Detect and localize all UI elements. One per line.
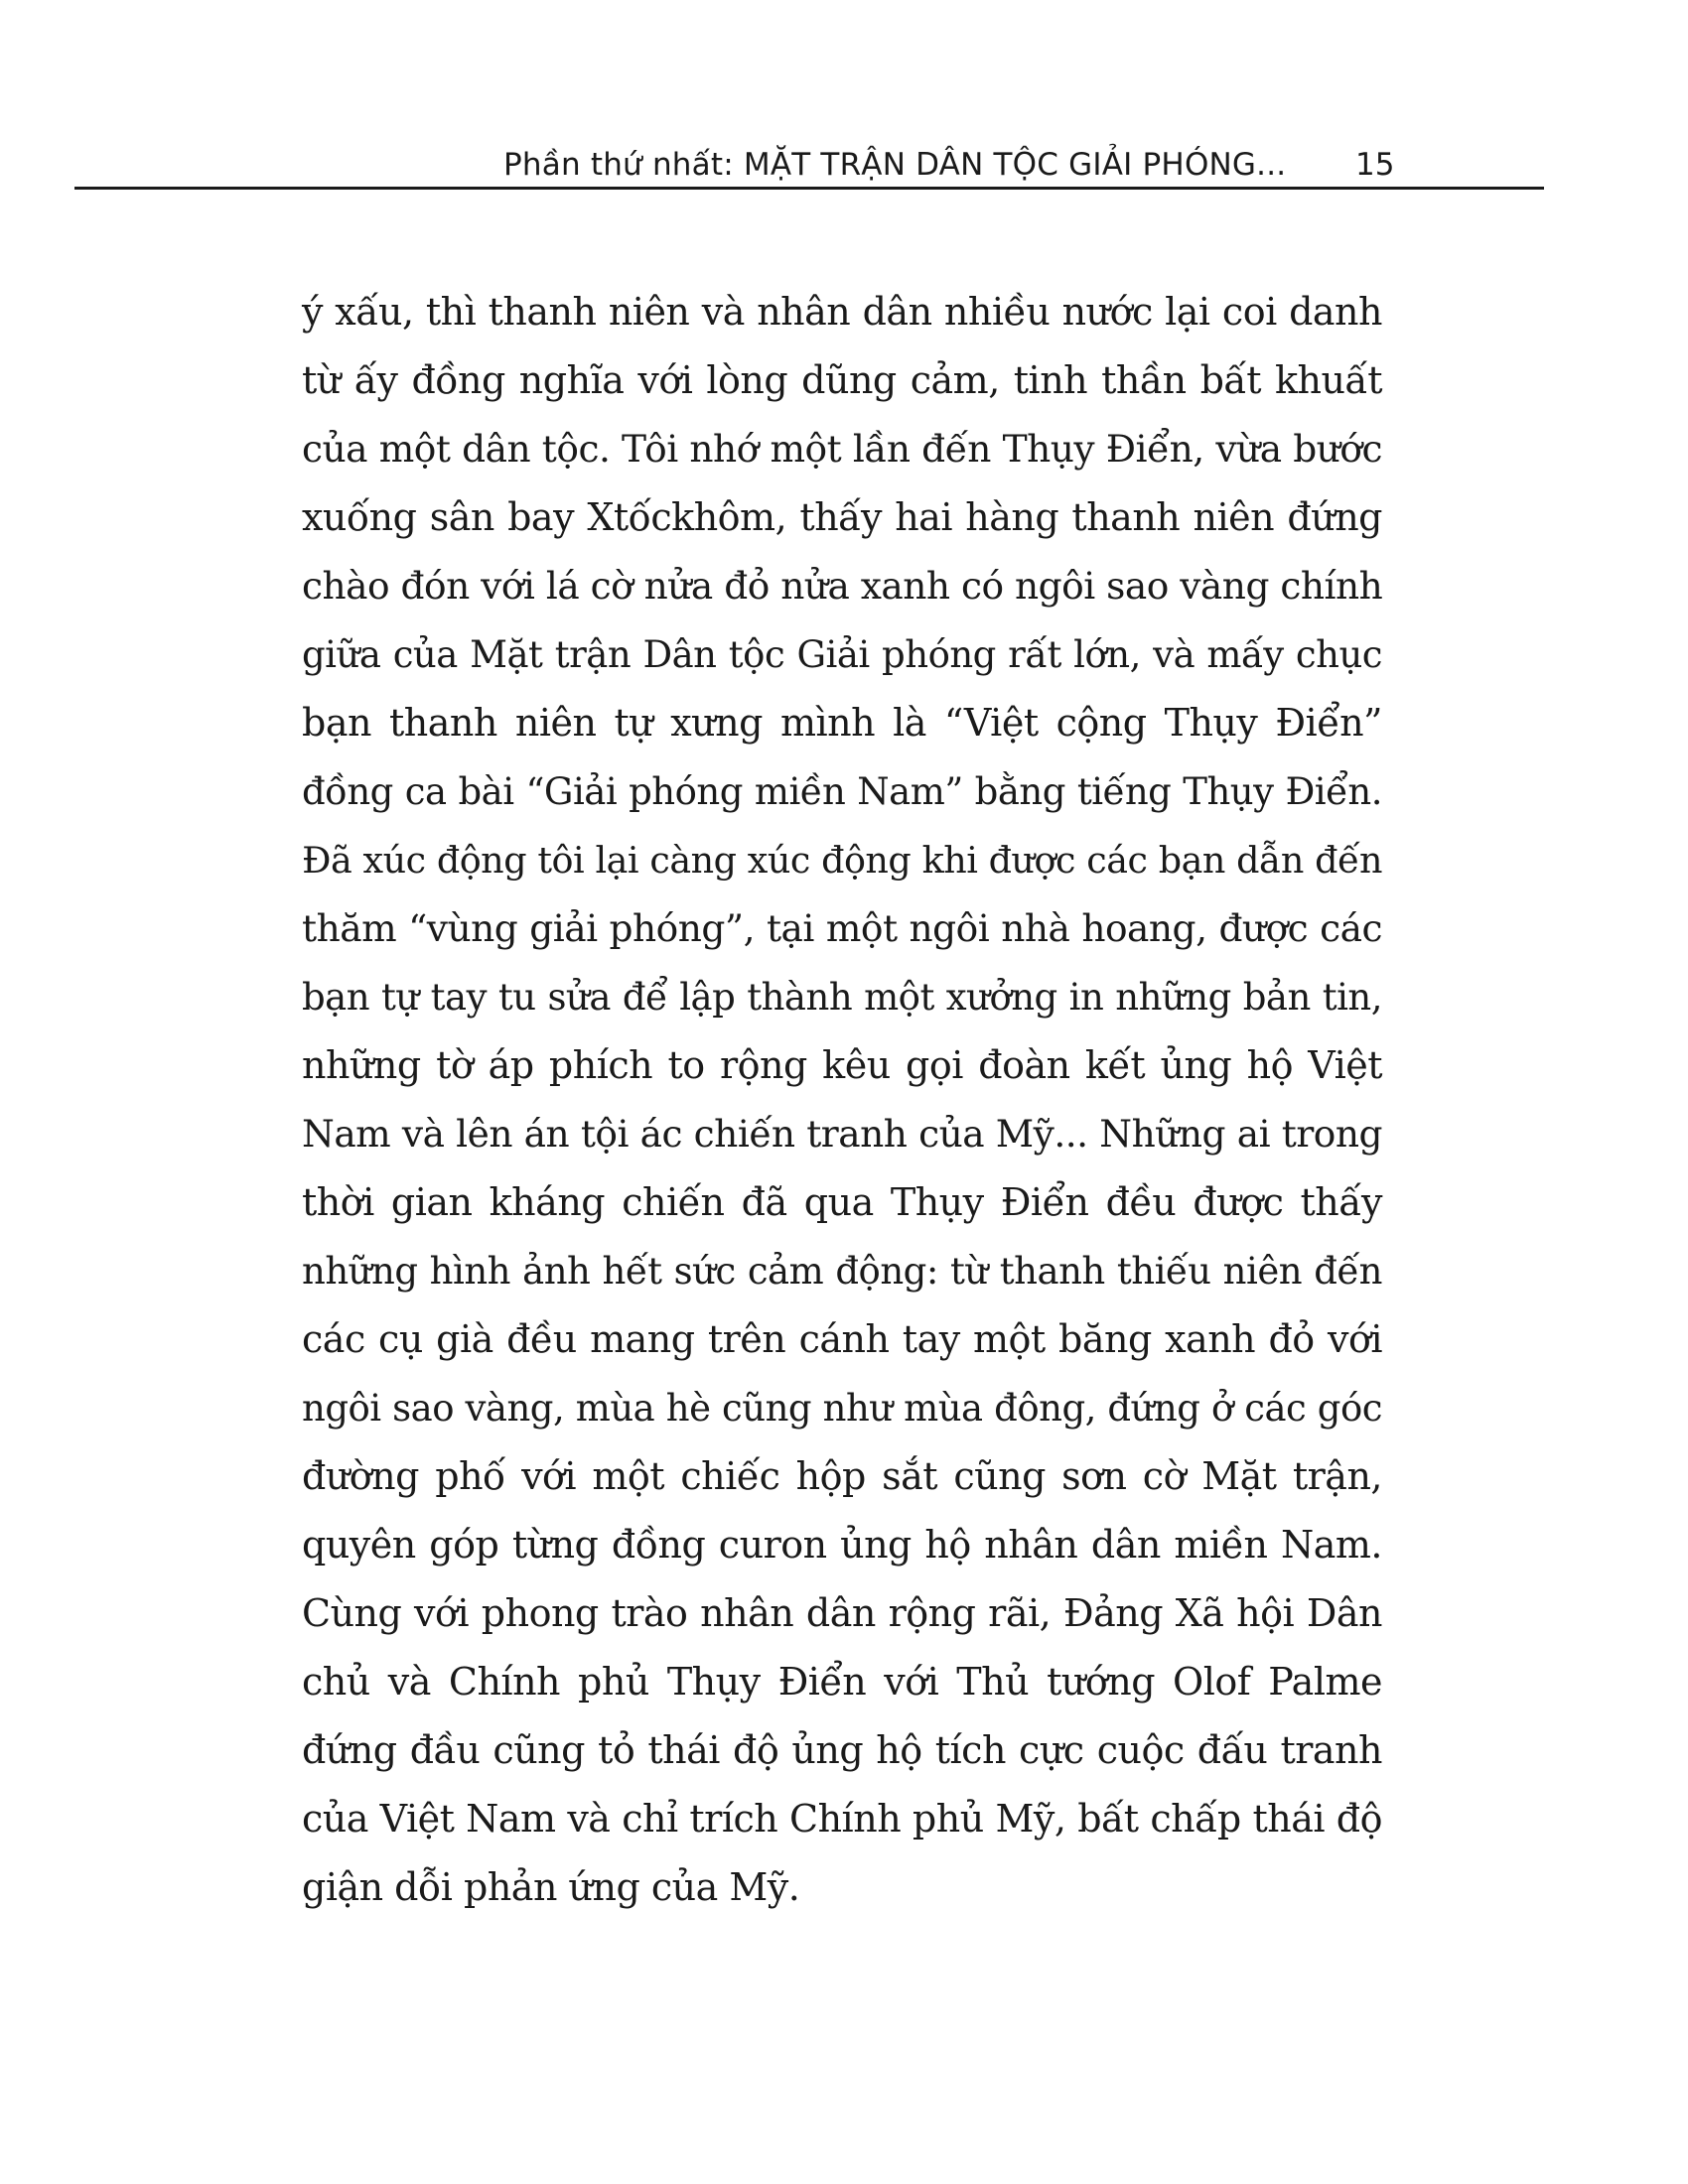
text-line: đồng ca bài “Giải phóng miền Nam” bằng tiếng Thụy Điển. bbox=[302, 770, 1382, 813]
text-line: ý xấu, thì thanh niên và nhân dân nhiều nước lại coi danh bbox=[302, 290, 1382, 334]
text-line: bạn tự tay tu sửa để lập thành một xưởng in những bản tin, bbox=[302, 976, 1382, 1019]
text-line: các cụ già đều mang trên cánh tay một băng xanh đỏ với bbox=[302, 1317, 1382, 1361]
text-line: xuống sân bay Xtốckhôm, thấy hai hàng thanh niên đứng bbox=[302, 495, 1382, 539]
text-line: quyên góp từng đồng curon ủng hộ nhân dân miền Nam. bbox=[302, 1523, 1382, 1567]
text-line: thời gian kháng chiến đã qua Thụy Điển đều được thấy bbox=[302, 1180, 1382, 1224]
text-line: chủ và Chính phủ Thụy Điển với Thủ tướng Olof Palme bbox=[302, 1660, 1382, 1704]
text-line: của một dân tộc. Tôi nhớ một lần đến Thụy Điển, vừa bước bbox=[302, 427, 1382, 471]
running-header bbox=[74, 137, 1544, 190]
text-line: bạn thanh niên tự xưng mình là “Việt cộng Thụy Điển” bbox=[302, 701, 1382, 745]
text-line: Cùng với phong trào nhân dân rộng rãi, Đảng Xã hội Dân bbox=[302, 1591, 1382, 1635]
text-line: ngôi sao vàng, mùa hè cũng như mùa đông, đứng ở các góc bbox=[302, 1387, 1382, 1430]
body-paragraph bbox=[302, 278, 1382, 1922]
text-line: giữa của Mặt trận Dân tộc Giải phóng rất lớn, và mấy chục bbox=[302, 633, 1382, 676]
text-line: Nam và lên án tội ác chiến tranh của Mỹ... Những ai trong bbox=[302, 1112, 1382, 1156]
text-line: thăm “vùng giải phóng”, tại một ngôi nhà hoang, được các bbox=[302, 906, 1382, 950]
text-line: đứng đầu cũng tỏ thái độ ủng hộ tích cực cuộc đấu tranh bbox=[302, 1728, 1382, 1772]
text-line: chào đón với lá cờ nửa đỏ nửa xanh có ngôi sao vàng chính bbox=[302, 564, 1383, 608]
text-line: giận dỗi phản ứng của Mỹ. bbox=[302, 1865, 800, 1909]
text-line: đường phố với một chiếc hộp sắt cũng sơn cờ Mặt trận, bbox=[302, 1454, 1382, 1498]
text-line: từ ấy đồng nghĩa với lòng dũng cảm, tinh thần bất khuất bbox=[302, 358, 1382, 402]
text-line: những hình ảnh hết sức cảm động: từ thanh thiếu niên đến bbox=[302, 1250, 1382, 1293]
text-line: của Việt Nam và chỉ trích Chính phủ Mỹ, bất chấp thái độ bbox=[302, 1797, 1382, 1841]
text-line: những tờ áp phích to rộng kêu gọi đoàn kết ủng hộ Việt bbox=[302, 1043, 1382, 1087]
text-line: Đã xúc động tôi lại càng xúc động khi được các bạn dẫn đến bbox=[302, 839, 1382, 882]
page-number: 15 bbox=[1355, 147, 1395, 183]
header-title: Phần thứ nhất: MẶT TRẬN DÂN TỘC GIẢI PHÓNG... bbox=[503, 147, 1287, 183]
